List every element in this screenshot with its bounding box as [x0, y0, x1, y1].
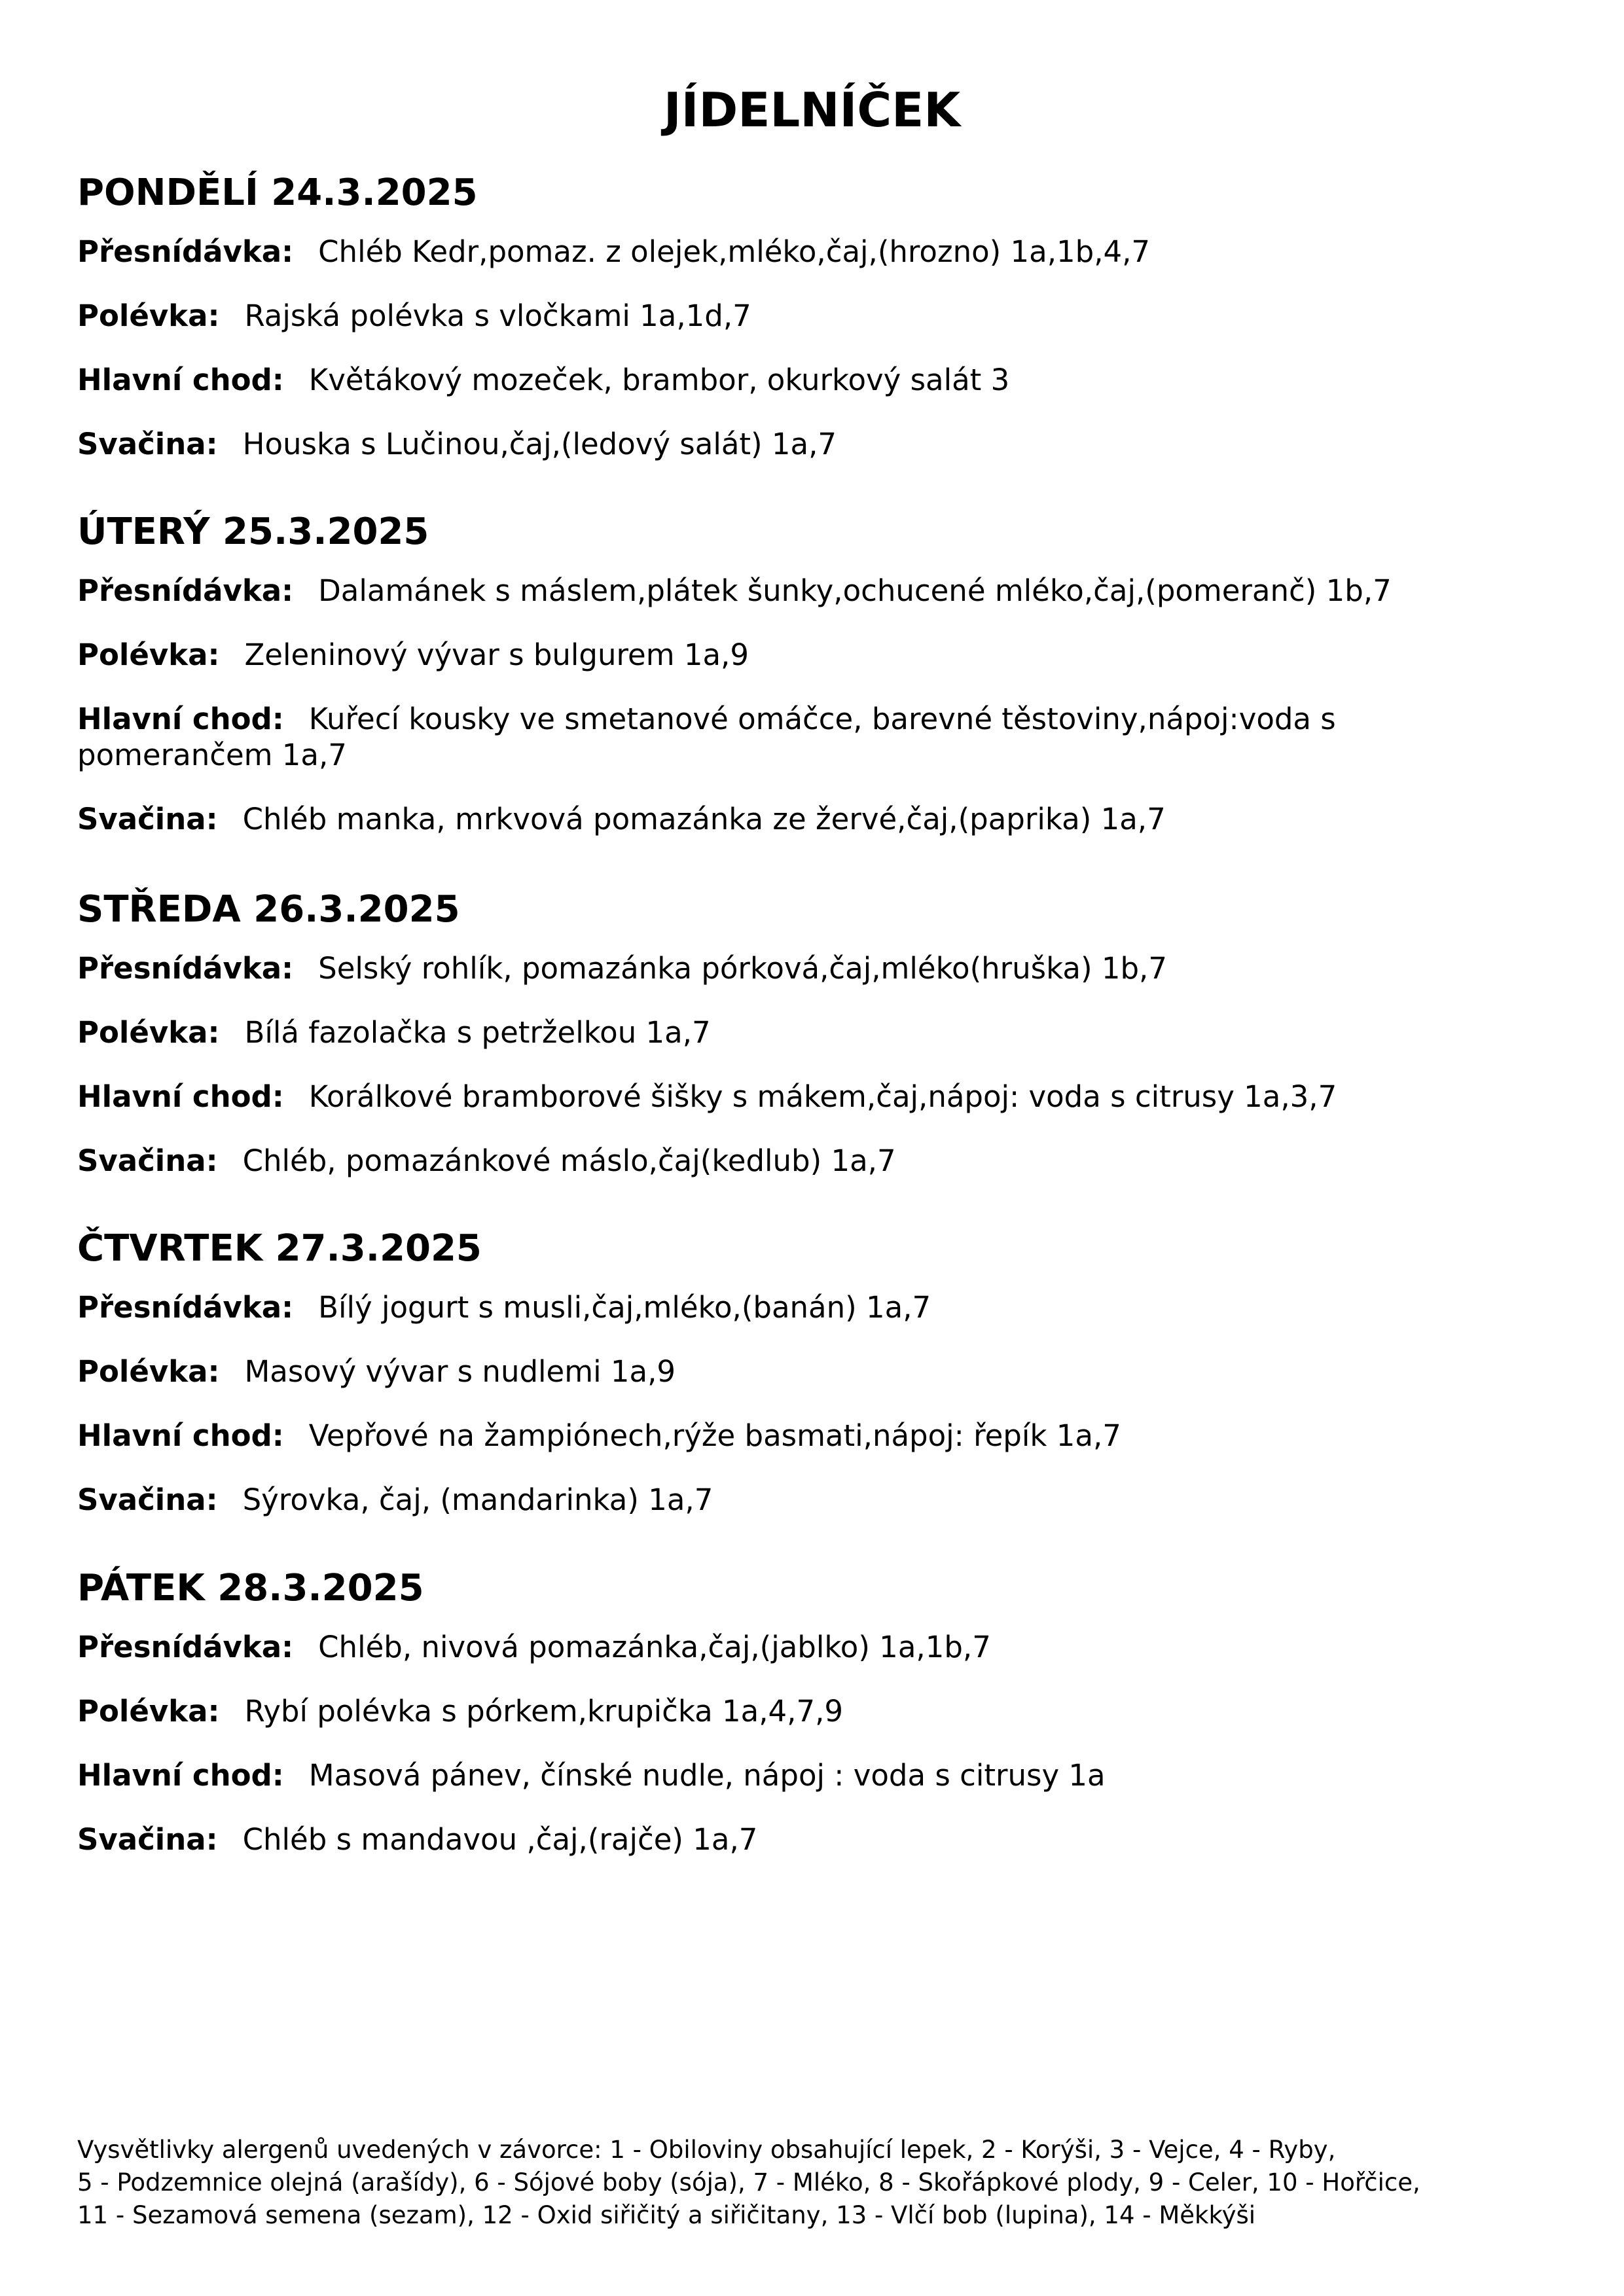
- day-heading: PONDĚLÍ 24.3.2025: [77, 171, 478, 214]
- snack-text: Chléb s mandavou ,čaj,(rajče) 1a,7: [242, 1822, 758, 1857]
- breakfast-text: Chléb, nivová pomazánka,čaj,(jablko) 1a,1b,7: [318, 1630, 991, 1664]
- snack-row: [77, 1482, 1537, 1518]
- day-tuesday: [77, 506, 1537, 865]
- snack-text: Chléb, pomazánkové máslo,čaj(kedlub) 1a,7: [242, 1143, 896, 1178]
- soup-label: Polévka:: [77, 1354, 220, 1389]
- breakfast-row: [77, 573, 1537, 609]
- breakfast-row: [77, 950, 1537, 986]
- soup-text: Masový vývar s nudlemi 1a,9: [244, 1354, 676, 1389]
- breakfast-text: Dalamánek s máslem,plátek šunky,ochucené mléko,čaj,(pomeranč) 1b,7: [318, 573, 1392, 608]
- snack-row: [77, 426, 1537, 462]
- snack-text: Chléb manka, mrkvová pomazánka ze žervé,čaj,(paprika) 1a,7: [242, 802, 1166, 836]
- soup-row: [77, 637, 1537, 673]
- day-heading: ČTVRTEK 27.3.2025: [77, 1227, 482, 1270]
- main-course-row: [77, 1079, 1537, 1115]
- main-course-label: Hlavní chod:: [77, 702, 284, 736]
- page-title: JÍDELNÍČEK: [663, 82, 961, 137]
- snack-row: [77, 801, 1537, 837]
- legend-line: 11 - Sezamová semena (sezam), 12 - Oxid siřičitý a siřičitany, 13 - Vlčí bob (lupina), 14 - Měkkýši: [77, 2201, 1256, 2229]
- breakfast-row: [77, 234, 1537, 270]
- snack-label: Svačina:: [77, 1822, 218, 1857]
- snack-row: [77, 1821, 1537, 1857]
- main-course-text: Květákový mozeček, brambor, okurkový salát 3: [308, 363, 1010, 397]
- breakfast-row: [77, 1289, 1537, 1325]
- main-course-text: Korálkové bramborové šišky s mákem,čaj,nápoj: voda s citrusy 1a,3,7: [308, 1079, 1337, 1114]
- main-course-row: [77, 1418, 1537, 1454]
- breakfast-text: Selský rohlík, pomazánka pórková,čaj,mléko(hruška) 1b,7: [318, 951, 1167, 986]
- main-course-row: [77, 1757, 1537, 1793]
- breakfast-label: Přesnídávka:: [77, 1630, 294, 1664]
- snack-label: Svačina:: [77, 802, 218, 836]
- day-heading: STŘEDA 26.3.2025: [77, 888, 460, 931]
- soup-row: [77, 1693, 1537, 1729]
- main-course-text: Vepřové na žampiónech,rýže basmati,nápoj: řepík 1a,7: [308, 1418, 1121, 1453]
- day-monday: [77, 167, 1537, 490]
- snack-label: Svačina:: [77, 1143, 218, 1178]
- main-course-row: [77, 701, 1537, 773]
- main-course-text: Masová pánev, čínské nudle, nápoj : voda s citrusy 1a: [308, 1758, 1106, 1793]
- breakfast-text: Bílý jogurt s musli,čaj,mléko,(banán) 1a,7: [318, 1290, 931, 1325]
- breakfast-label: Přesnídávka:: [77, 1290, 294, 1325]
- snack-label: Svačina:: [77, 1482, 218, 1517]
- soup-row: [77, 298, 1537, 334]
- soup-label: Polévka:: [77, 637, 220, 672]
- soup-label: Polévka:: [77, 1694, 220, 1729]
- legend-line: Vysvětlivky alergenů uvedených v závorce: 1 - Obiloviny obsahující lepek, 2 - Korýši, 3 - Vejce, 4 - Ryby,: [77, 2136, 1336, 2164]
- main-course-row: [77, 362, 1537, 398]
- day-heading: ÚTERÝ 25.3.2025: [77, 511, 429, 553]
- soup-text: Bílá fazolačka s petrželkou 1a,7: [244, 1015, 711, 1050]
- day-thursday: [77, 1223, 1537, 1546]
- main-course-label: Hlavní chod:: [77, 363, 284, 397]
- legend-line: 5 - Podzemnice olejná (arašídy), 6 - Sójové boby (sója), 7 - Mléko, 8 - Skořápkové plody, 9 - Celer, 10 - Hořčice,: [77, 2168, 1420, 2197]
- day-heading: PÁTEK 28.3.2025: [77, 1567, 424, 1609]
- soup-row: [77, 1014, 1537, 1050]
- allergen-legend: [77, 2134, 1543, 2232]
- breakfast-row: [77, 1629, 1537, 1665]
- snack-row: [77, 1143, 1537, 1179]
- snack-text: Sýrovka, čaj, (mandarinka) 1a,7: [242, 1482, 713, 1517]
- soup-row: [77, 1354, 1537, 1390]
- soup-label: Polévka:: [77, 298, 220, 333]
- main-course-label: Hlavní chod:: [77, 1758, 284, 1793]
- main-course-label: Hlavní chod:: [77, 1418, 284, 1453]
- soup-text: Rybí polévka s pórkem,krupička 1a,4,7,9: [244, 1694, 844, 1729]
- breakfast-label: Přesnídávka:: [77, 234, 294, 269]
- breakfast-label: Přesnídávka:: [77, 951, 294, 986]
- main-course-text: Kuřecí kousky ve smetanové omáčce, barevné těstoviny,nápoj:voda s pomerančem 1a,7: [77, 702, 1336, 772]
- snack-label: Svačina:: [77, 427, 218, 461]
- snack-text: Houska s Lučinou,čaj,(ledový salát) 1a,7: [242, 427, 837, 461]
- breakfast-label: Přesnídávka:: [77, 573, 294, 608]
- soup-text: Zeleninový vývar s bulgurem 1a,9: [244, 637, 749, 672]
- main-course-label: Hlavní chod:: [77, 1079, 284, 1114]
- day-friday: [77, 1562, 1537, 1886]
- breakfast-text: Chléb Kedr,pomaz. z olejek,mléko,čaj,(hrozno) 1a,1b,4,7: [318, 234, 1151, 269]
- soup-text: Rajská polévka s vločkami 1a,1d,7: [244, 298, 751, 333]
- soup-label: Polévka:: [77, 1015, 220, 1050]
- day-wednesday: [77, 884, 1537, 1207]
